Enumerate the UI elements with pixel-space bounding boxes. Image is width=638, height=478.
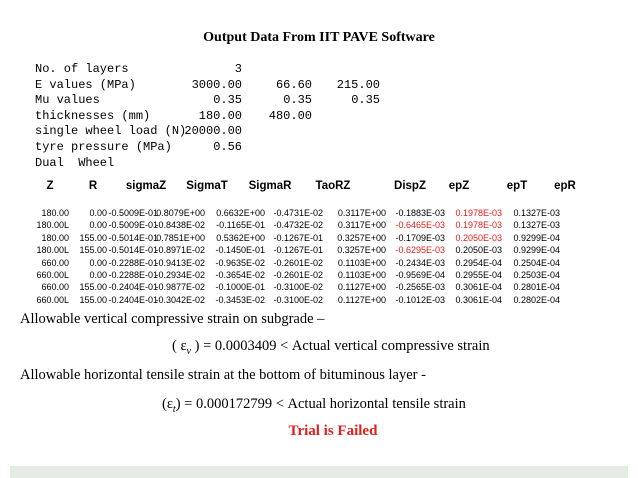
input-parameters bbox=[35, 62, 415, 171]
table-cell: -0.3100E-02 bbox=[273, 294, 323, 305]
table-cell: -0.3042E-02 bbox=[155, 294, 205, 305]
eps-v-open: ( ε bbox=[172, 338, 187, 354]
table-cell: 0.3117E+00 bbox=[337, 208, 386, 218]
table-cell: 0.2504E-04 bbox=[513, 257, 560, 268]
table-cell: 0.8079E+00 bbox=[156, 208, 205, 218]
param-value: 3 bbox=[234, 62, 242, 76]
table-cell: -0.2601E-02 bbox=[273, 269, 323, 280]
column-header: Z bbox=[46, 180, 54, 192]
table-cell: -0.5009E-01 bbox=[108, 208, 158, 218]
table-cell: -0.3654E-02 bbox=[215, 269, 265, 280]
table-cell: -0.9569E-04 bbox=[395, 269, 445, 280]
param-label: single wheel load (N) bbox=[35, 124, 187, 139]
table-cell: 155.00 bbox=[79, 282, 107, 293]
table-cell: 660.00 bbox=[41, 257, 69, 268]
table-cell: -0.3453E-02 bbox=[215, 294, 265, 305]
param-row bbox=[35, 140, 415, 156]
table-header bbox=[0, 180, 638, 194]
table-cell: -0.9413E-02 bbox=[155, 257, 205, 268]
param-label: No. of layers bbox=[35, 62, 129, 76]
param-value: 0.35 bbox=[283, 93, 312, 108]
column-header: SigmaT bbox=[186, 180, 228, 192]
table-cell: -0.4732E-02 bbox=[273, 220, 323, 231]
vertical-strain-equation bbox=[172, 338, 490, 357]
table-cell: 0.00 bbox=[89, 220, 107, 231]
table-row bbox=[27, 219, 617, 231]
param-value: 3000.00 bbox=[191, 77, 242, 92]
table-cell: -0.1012E-03 bbox=[395, 294, 445, 305]
param-row bbox=[35, 156, 415, 172]
table-cell: 0.1127E+00 bbox=[337, 282, 386, 293]
table-cell: 0.9299E-04 bbox=[513, 232, 560, 243]
table-cell: -0.2434E-03 bbox=[395, 257, 445, 268]
param-value: 215.00 bbox=[336, 77, 380, 92]
table-cell: -0.2404E-01 bbox=[108, 294, 158, 305]
table-cell: 0.1327E-03 bbox=[513, 220, 560, 231]
table-cell: 0.1127E+00 bbox=[337, 294, 386, 305]
table-row bbox=[27, 257, 617, 269]
table-cell: -0.9635E-02 bbox=[215, 257, 265, 268]
column-header: epZ bbox=[448, 180, 470, 192]
table-cell: -0.6465E-03 bbox=[395, 220, 445, 231]
param-row bbox=[35, 93, 415, 109]
param-label: thicknesses (mm) bbox=[35, 108, 151, 123]
param-label: Dual Wheel bbox=[35, 155, 115, 170]
table-cell: 0.2802E-04 bbox=[513, 294, 560, 305]
bituminous-strain-text: Allowable horizontal tensile strain at the bottom of bituminous layer - bbox=[20, 367, 426, 383]
column-header: epR bbox=[554, 180, 576, 192]
table-cell: 180.00 bbox=[41, 208, 69, 218]
table-cell: 0.2050E-03 bbox=[455, 245, 502, 256]
trial-result: Trial is Failed bbox=[288, 423, 378, 439]
param-value: 0.35 bbox=[351, 93, 380, 108]
param-value: 0.56 bbox=[213, 139, 242, 154]
table-cell: -0.2288E-01 bbox=[108, 269, 158, 280]
table-cell: -0.5014E-01 bbox=[108, 232, 158, 243]
table-row bbox=[27, 294, 617, 306]
param-value: 20000.00 bbox=[184, 124, 242, 139]
table-cell: 0.00 bbox=[89, 269, 107, 280]
table-cell: 0.3257E+00 bbox=[337, 232, 386, 243]
param-row bbox=[35, 78, 415, 94]
table-cell: 0.3061E-04 bbox=[455, 282, 502, 293]
table-cell: -0.1709E-03 bbox=[395, 232, 445, 243]
table-cell: 0.2955E-04 bbox=[455, 269, 502, 280]
table-cell: 660.00L bbox=[36, 294, 69, 305]
results-table bbox=[27, 207, 617, 306]
table-cell: 0.9299E-04 bbox=[513, 245, 560, 256]
table-row bbox=[27, 244, 617, 256]
table-cell: -0.4731E-02 bbox=[273, 208, 323, 218]
table-cell: -0.8438E-02 bbox=[155, 220, 205, 231]
table-cell: 0.1327E-03 bbox=[513, 208, 560, 218]
param-label: E values (MPa) bbox=[35, 77, 136, 92]
table-cell: -0.6295E-03 bbox=[395, 245, 445, 256]
table-cell: -0.9877E-02 bbox=[155, 282, 205, 293]
table-cell: -0.1165E-01 bbox=[216, 220, 265, 231]
param-value: 480.00 bbox=[268, 108, 312, 123]
column-header: sigmaZ bbox=[125, 180, 167, 192]
table-cell: -0.1450E-01 bbox=[215, 245, 265, 256]
table-row bbox=[27, 281, 617, 293]
table-cell: 155.00 bbox=[79, 232, 107, 243]
table-row bbox=[27, 232, 617, 244]
table-row bbox=[27, 269, 617, 281]
table-cell: -0.2565E-03 bbox=[395, 282, 445, 293]
param-value: 0.35 bbox=[213, 93, 242, 108]
table-cell: 0.5362E+00 bbox=[216, 232, 265, 243]
table-cell: -0.1883E-03 bbox=[395, 208, 445, 218]
column-header: SigmaR bbox=[248, 180, 292, 192]
param-value: 66.60 bbox=[275, 77, 312, 92]
eps-v-sub: v bbox=[186, 345, 191, 357]
table-cell: 0.6632E+00 bbox=[216, 208, 265, 218]
table-cell: -0.1267E-01 bbox=[273, 232, 323, 243]
column-header: R bbox=[88, 180, 98, 192]
table-cell: 660.00L bbox=[36, 269, 69, 280]
table-row bbox=[27, 207, 617, 219]
table-cell: -0.2601E-02 bbox=[273, 257, 323, 268]
table-cell: 0.1103E+00 bbox=[337, 257, 386, 268]
eps-t-open: (ε bbox=[162, 396, 173, 412]
eps-t-rest: ) = 0.000172799 < Actual horizontal tensile strain bbox=[175, 396, 466, 412]
table-cell: -0.2404E-01 bbox=[108, 282, 158, 293]
table-cell: 0.1103E+00 bbox=[337, 269, 386, 280]
param-value: 180.00 bbox=[198, 108, 242, 123]
table-cell: 0.00 bbox=[89, 257, 107, 268]
table-cell: 0.3117E+00 bbox=[337, 220, 386, 231]
table-cell: 0.3257E+00 bbox=[337, 245, 386, 256]
table-cell: 0.2503E-04 bbox=[513, 269, 560, 280]
param-row bbox=[35, 124, 415, 140]
param-label: tyre pressure (MPa) bbox=[35, 139, 172, 154]
table-cell: -0.1267E-01 bbox=[273, 245, 323, 256]
table-cell: 0.3061E-04 bbox=[455, 294, 502, 305]
eps-v-rest: ) = 0.0003409 < Actual vertical compressive strain bbox=[191, 338, 490, 354]
table-cell: -0.2288E-01 bbox=[108, 257, 158, 268]
table-cell: 660.00 bbox=[41, 282, 69, 293]
horizontal-strain-equation bbox=[162, 396, 466, 415]
column-header: epT bbox=[506, 180, 528, 192]
param-row bbox=[35, 109, 415, 125]
table-cell: 180.00L bbox=[36, 220, 69, 231]
table-cell: 0.7851E+00 bbox=[156, 232, 205, 243]
table-cell: 0.2954E-04 bbox=[455, 257, 502, 268]
table-cell: 0.2050E-03 bbox=[455, 232, 502, 243]
bottom-band bbox=[10, 466, 628, 478]
table-cell: 155.00 bbox=[79, 294, 107, 305]
table-cell: 0.2801E-04 bbox=[513, 282, 560, 293]
table-cell: -0.1000E-01 bbox=[215, 282, 265, 293]
table-cell: -0.2934E-02 bbox=[155, 269, 205, 280]
table-cell: -0.5009E-01 bbox=[108, 220, 158, 231]
table-cell: 155.00 bbox=[79, 245, 107, 256]
param-row bbox=[35, 62, 415, 78]
slide-title: Output Data From IIT PAVE Software bbox=[203, 30, 435, 45]
table-cell: 0.00 bbox=[89, 208, 107, 218]
table-cell: 180.00 bbox=[41, 232, 69, 243]
column-header: TaoRZ bbox=[315, 180, 351, 192]
table-cell: 0.1978E-03 bbox=[455, 208, 502, 218]
param-label: Mu values bbox=[35, 93, 100, 108]
subgrade-strain-text: Allowable vertical compressive strain on subgrade – bbox=[20, 311, 325, 327]
table-cell: -0.8971E-02 bbox=[155, 245, 205, 256]
column-header: DispZ bbox=[394, 180, 426, 192]
table-cell: 180.00L bbox=[36, 245, 69, 256]
table-cell: -0.3100E-02 bbox=[273, 282, 323, 293]
table-cell: 0.1978E-03 bbox=[455, 220, 502, 231]
eps-t-sub: t bbox=[172, 403, 176, 415]
table-cell: -0.5014E-01 bbox=[108, 245, 158, 256]
